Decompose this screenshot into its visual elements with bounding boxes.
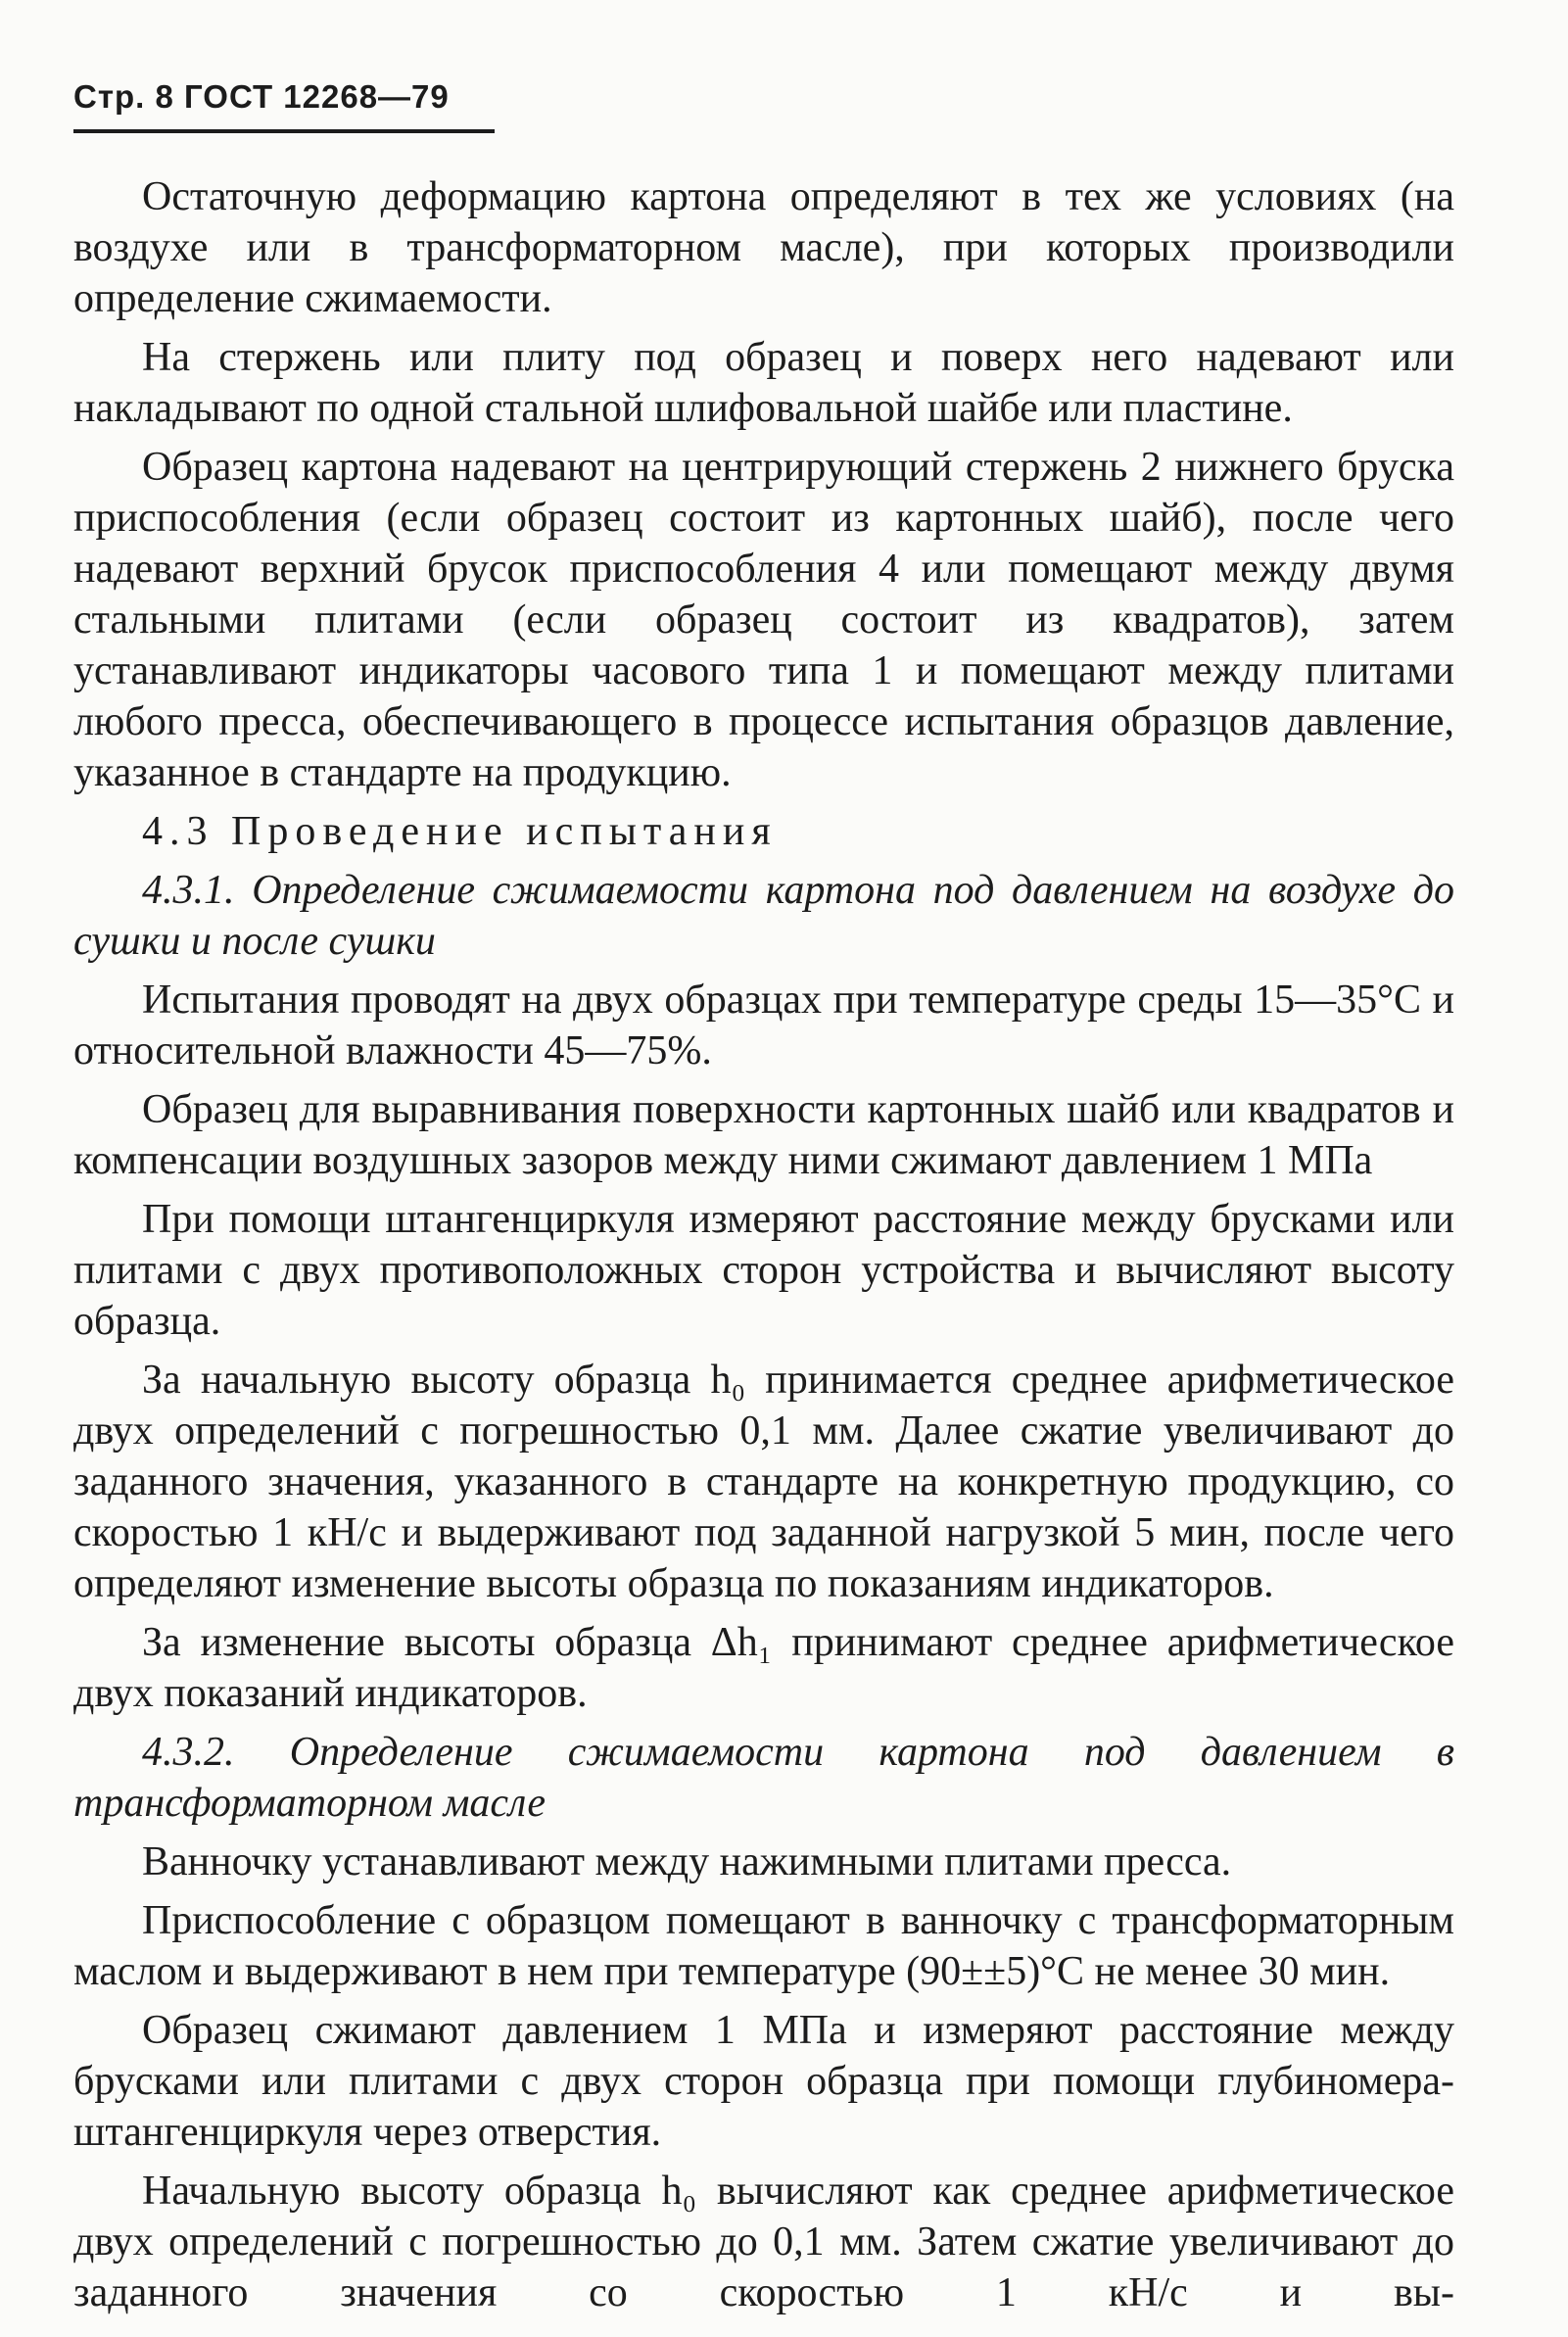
paragraph: Начальную высоту образца h₀ вычисляют как среднее арифметическое двух определений с погрешностью до 0,1 мм. Затем сжатие увеличивают до заданного значения со скоростью 1 кН/с и вы- <box>73 2169 1454 2315</box>
paragraph: За изменение высоты образца Δh₁ принимают среднее арифметическое двух показаний индикаторов. <box>73 1620 1454 1716</box>
page-header <box>73 78 450 116</box>
paragraph: Остаточную деформацию картона определяют в тех же условиях (на воздухе или в трансформаторном масле), при которых производили определение сжимаемости. <box>73 174 1454 321</box>
paragraph: Ванночку устанавливают между нажимными плитами пресса. <box>142 1839 1232 1884</box>
subsection-heading-4-3-1: 4.3.1. Определение сжимаемости картона под давлением на воздухе до сушки и после сушки <box>73 868 1454 964</box>
paragraph: Образец картона надевают на центрирующий стержень 2 нижнего бруска приспособления (если образец состоит из картонных шайб), после чего надевают верхний брусок приспособления 4 или помещают между двумя стальными плитами (если образец состоит из квадратов), затем устанавливают индикаторы часового типа 1 и помещают между плитами любого пресса, обеспечивающего в процессе испытания образцов давление, указанное в стандарте на продукцию. <box>73 445 1454 795</box>
paragraph: Испытания проводят на двух образцах при температуре среды 15—35°C и относительной влажности 45—75%. <box>73 978 1454 1073</box>
paragraph: Приспособление с образцом помещают в ванночку с трансформаторным маслом и выдерживают в нем при температуре (90±±5)°C не менее 30 мин. <box>73 1898 1454 1994</box>
page-number: Стр. 8 <box>73 78 174 115</box>
paragraph: На стержень или плиту под образец и поверх него надевают или накладывают по одной стальной шлифовальной шайбе или пластине. <box>73 335 1454 431</box>
paragraph: Образец для выравнивания поверхности картонных шайб или квадратов и компенсации воздушных зазоров между ними сжимают давлением 1 МПа <box>73 1087 1454 1183</box>
header-divider <box>73 129 495 133</box>
paragraph: За начальную высоту образца h₀ принимается среднее арифметическое двух определений с погрешностью 0,1 мм. Далее сжатие увеличивают до заданного значения, указанного в стандарте на конкретную продукцию, со скоростью 1 кН/с и выдерживают под заданной нагрузкой 5 мин, после чего определяют изменение высоты образца по показаниям индикаторов. <box>73 1358 1454 1606</box>
page-body <box>73 171 1454 2326</box>
subsection-heading-4-3-2: 4.3.2. Определение сжимаемости картона под давлением в трансформаторном масле <box>73 1730 1454 1826</box>
paragraph: Образец сжимают давлением 1 МПа и измеряют расстояние между брусками или плитами с двух сторон образца при помощи глубиномера-штангенциркуля через отверстия. <box>73 2008 1454 2155</box>
section-heading-4-3: 4.3 Проведение испытания <box>142 809 778 854</box>
paragraph: При помощи штангенциркуля измеряют расстояние между брусками или плитами с двух противоположных сторон устройства и вычисляют высоту образца. <box>73 1197 1454 1344</box>
document-id: ГОСТ 12268—79 <box>184 78 450 115</box>
